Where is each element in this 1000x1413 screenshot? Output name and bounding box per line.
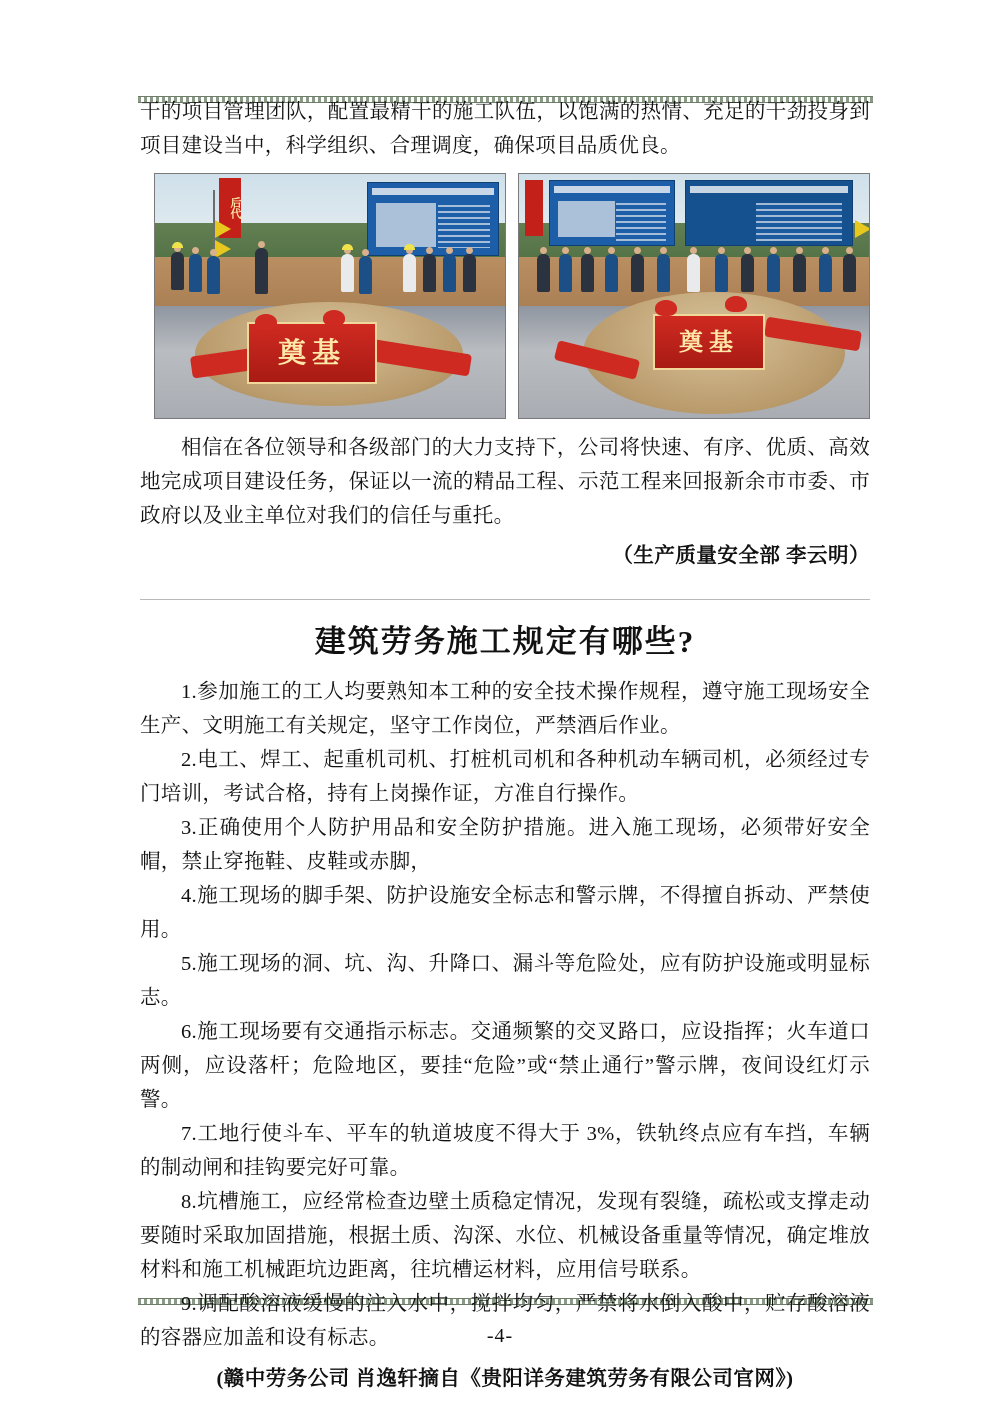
photo-person: [463, 254, 476, 292]
article-two-body: [140, 675, 870, 1355]
photo-project-banner: [367, 182, 499, 256]
photo-speaker: [255, 248, 268, 294]
list-item: 6.施工现场要有交通指示标志。交通频繁的交叉路口，应设指挥；火车道口两侧，应设落杆；危险地区，要挂“危险”或“禁止通行”警示牌，夜间设红灯示警。: [140, 1021, 870, 1111]
photo-person: [715, 254, 728, 292]
photo-yellow-flag: [215, 240, 231, 258]
photo-yellow-flag: [215, 220, 231, 238]
photo-groundbreaking-ceremony-speech: [154, 173, 506, 419]
photo-foundation-stone: 奠基: [653, 314, 765, 370]
photo-person: [581, 254, 594, 292]
list-item: 3.正确使用个人防护用品和安全防护措施。进入施工现场，必须带好安全帽，禁止穿拖鞋、皮鞋或赤脚，: [140, 817, 870, 873]
photo-person: [793, 254, 806, 292]
list-item: 2.电工、焊工、起重机司机、打桩机司机和各种机动车辆司机，必须经过专门培训，考试合格，持有上岗操作证，方准自行操作。: [140, 749, 870, 805]
photo-person: [207, 256, 220, 294]
photo-red-vertical-banner: [525, 180, 543, 236]
photo-person: [657, 254, 670, 292]
list-item: 5.施工现场的洞、坑、沟、升降口、漏斗等危险处，应有防护设施或明显标志。: [140, 953, 870, 1009]
photo-person: [605, 254, 618, 292]
list-item: 4.施工现场的脚手架、防护设施安全标志和警示牌，不得擅自拆动、严禁使用。: [140, 885, 870, 941]
photo-foundation-stone: 奠基: [247, 322, 377, 384]
page-content: [140, 95, 870, 1391]
article-one-closing-paragraph: 相信在各位领导和各级部门的大力支持下，公司将快速、有序、优质、高效地完成项目建设任务，保证以一流的精品工程、示范工程来回报新余市市委、市政府以及业主单位对我们的信任与重托。: [140, 437, 870, 527]
photo-person: [741, 254, 754, 292]
photo-red-vertical-banner: 后代: [219, 178, 241, 238]
photo-project-banner: [549, 180, 675, 246]
article-one-continued-paragraph: 干的项目管理团队，配置最精干的施工队伍，以饱满的热情、充足的干劲投身到项目建设当中，科学组织、合理调度，确保项目品质优良。: [140, 101, 870, 157]
photo-person: [341, 254, 354, 292]
photo-person: [189, 254, 202, 292]
photo-person: [359, 256, 372, 294]
photo-person: [537, 254, 550, 292]
photo-yellow-flag: [855, 220, 870, 238]
list-item: 1.参加施工的工人均要熟知本工种的安全技术操作规程，遵守施工现场安全生产、文明施工有关规定，坚守工作岗位，严禁酒后作业。: [140, 681, 870, 737]
photo-ribbon-bow: [725, 296, 747, 312]
photo-groundbreaking-ceremony-group: [518, 173, 870, 419]
article-one-signature: （生产质量安全部 李云明）: [612, 545, 870, 567]
photo-person: [767, 254, 780, 292]
photo-person: [443, 254, 456, 292]
photo-person: [403, 254, 416, 292]
list-item: 7.工地行使斗车、平车的轨道坡度不得大于 3%，铁轨终点应有车挡，车辆的制动闸和挂钩要完好可靠。: [140, 1123, 870, 1179]
photo-person: [559, 254, 572, 292]
photo-row: [154, 173, 870, 419]
article-two-credit: (赣中劳务公司 肖逸轩摘自《贵阳详务建筑劳务有限公司官网》): [216, 1368, 794, 1390]
section-divider: [140, 599, 870, 600]
photo-person: [631, 254, 644, 292]
photo-person: [819, 254, 832, 292]
article-two-headline: 建筑劳务施工规定有哪些?: [314, 624, 696, 659]
photo-person: [423, 254, 436, 292]
photo-person: [171, 252, 184, 290]
photo-person: [687, 254, 700, 292]
photo-ribbon-bow: [323, 310, 345, 326]
list-item: 8.坑槽施工，应经常检查边壁土质稳定情况，发现有裂缝，疏松或支撑走动要随时采取加固措施，根据土质、沟深、水位、机械设备重量等情况，确定堆放材料和施工机械距坑边距离，往坑槽运材料，应用信号联系。: [140, 1191, 870, 1281]
photo-ribbon-bow: [255, 314, 277, 330]
photo-person: [843, 254, 856, 292]
photo-ceremony-banner: [685, 180, 853, 246]
page-number: -4-: [486, 1325, 514, 1347]
list-item: 9.调配酸溶液缓慢的注入水中，搅拌均匀，严禁将水倒入酸中，贮存酸溶液的容器应加盖和设有标志。: [140, 1293, 870, 1349]
photo-ribbon-bow: [655, 300, 677, 316]
